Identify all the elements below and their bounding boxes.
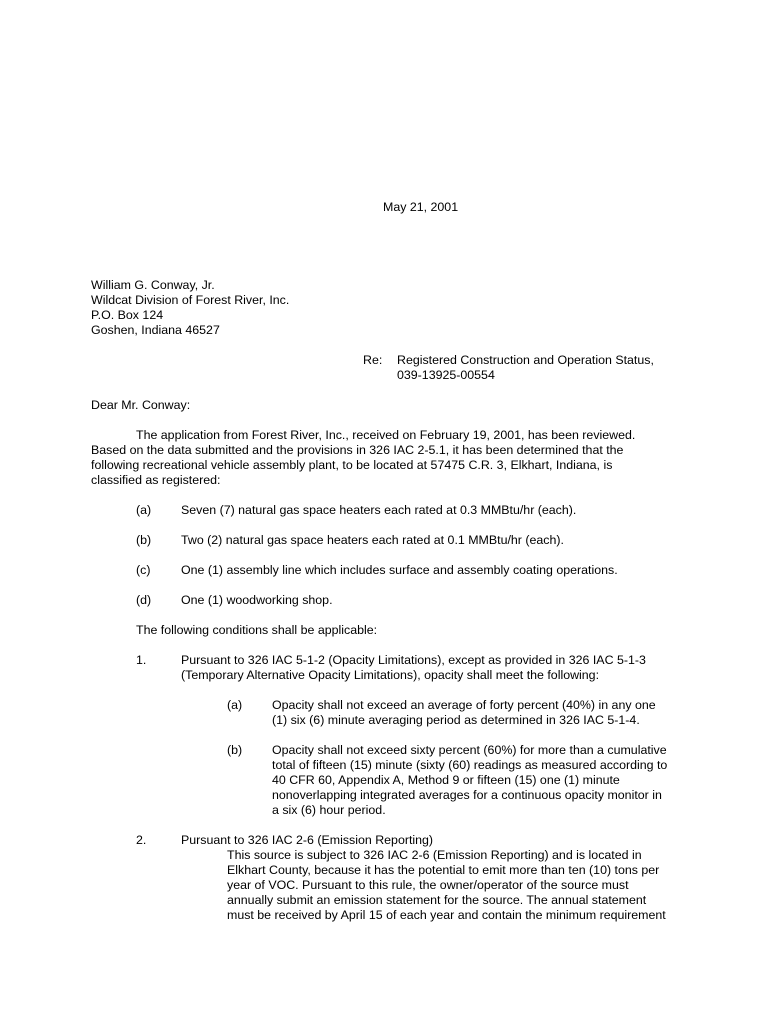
letter-date: May 21, 2001 <box>383 200 459 214</box>
re-permit-number: 039-13925-00554 <box>397 368 495 382</box>
equipment-text: One (1) assembly line which includes surface and assembly coating operations. <box>181 563 618 577</box>
condition-text: annually submit an emission statement for the source. The annual statement <box>227 893 647 907</box>
recipient-po-box: P.O. Box 124 <box>91 308 164 322</box>
condition-text: must be received by April 15 of each year and contain the minimum requirement <box>227 908 666 922</box>
condition-text: Pursuant to 326 IAC 5-1-2 (Opacity Limitations), except as provided in 326 IAC 5-1-3 <box>181 653 646 667</box>
subcondition-text: a six (6) hour period. <box>272 803 386 817</box>
intro-line: Based on the data submitted and the provisions in 326 IAC 2-5.1, it has been determined that the <box>91 443 624 457</box>
equipment-label: (b) <box>136 533 152 547</box>
subcondition-text: nonoverlapping integrated averages for a continuous opacity monitor in <box>272 788 662 802</box>
subcondition-label: (b) <box>227 743 243 757</box>
subcondition-text: Opacity shall not exceed sixty percent (60%) for more than a cumulative <box>272 743 667 757</box>
condition-number: 1. <box>136 653 147 667</box>
subcondition-label: (a) <box>227 698 243 712</box>
condition-title: Pursuant to 326 IAC 2-6 (Emission Reporting) <box>181 833 434 847</box>
recipient-city: Goshen, Indiana 46527 <box>91 323 220 337</box>
equipment-label: (a) <box>136 503 152 517</box>
equipment-text: Seven (7) natural gas space heaters each rated at 0.3 MMBtu/hr (each). <box>181 503 577 517</box>
recipient-company: Wildcat Division of Forest River, Inc. <box>91 293 290 307</box>
intro-line: following recreational vehicle assembly plant, to be located at 57475 C.R. 3, Elkhart, Indiana, is <box>91 458 613 472</box>
subcondition-text: Opacity shall not exceed an average of forty percent (40%) in any one <box>272 698 656 712</box>
subcondition-text: total of fifteen (15) minute (sixty (60) readings as measured according to <box>272 758 668 772</box>
re-subject: Registered Construction and Operation Status, <box>397 353 654 367</box>
condition-text: Elkhart County, because it has the potential to emit more than ten (10) tons per <box>227 863 660 877</box>
equipment-text: Two (2) natural gas space heaters each rated at 0.1 MMBtu/hr (each). <box>181 533 564 547</box>
condition-text: year of VOC. Pursuant to this rule, the owner/operator of the source must <box>227 878 629 892</box>
salutation: Dear Mr. Conway: <box>91 398 191 412</box>
equipment-label: (d) <box>136 593 152 607</box>
intro-line: The application from Forest River, Inc., received on February 19, 2001, has been reviewed. <box>136 428 636 442</box>
recipient-name: William G. Conway, Jr. <box>91 278 215 292</box>
equipment-label: (c) <box>136 563 151 577</box>
subcondition-text: (1) six (6) minute averaging period as determined in 326 IAC 5-1-4. <box>272 713 640 727</box>
re-label: Re: <box>363 353 383 367</box>
conditions-intro: The following conditions shall be applicable: <box>136 623 378 637</box>
condition-text: This source is subject to 326 IAC 2-6 (Emission Reporting) and is located in <box>227 848 642 862</box>
equipment-text: One (1) woodworking shop. <box>181 593 333 607</box>
condition-number: 2. <box>136 833 147 847</box>
subcondition-text: 40 CFR 60, Appendix A, Method 9 or fifteen (15) one (1) minute <box>272 773 620 787</box>
condition-text: (Temporary Alternative Opacity Limitations), opacity shall meet the following: <box>181 668 600 682</box>
intro-line: classified as registered: <box>91 473 221 487</box>
